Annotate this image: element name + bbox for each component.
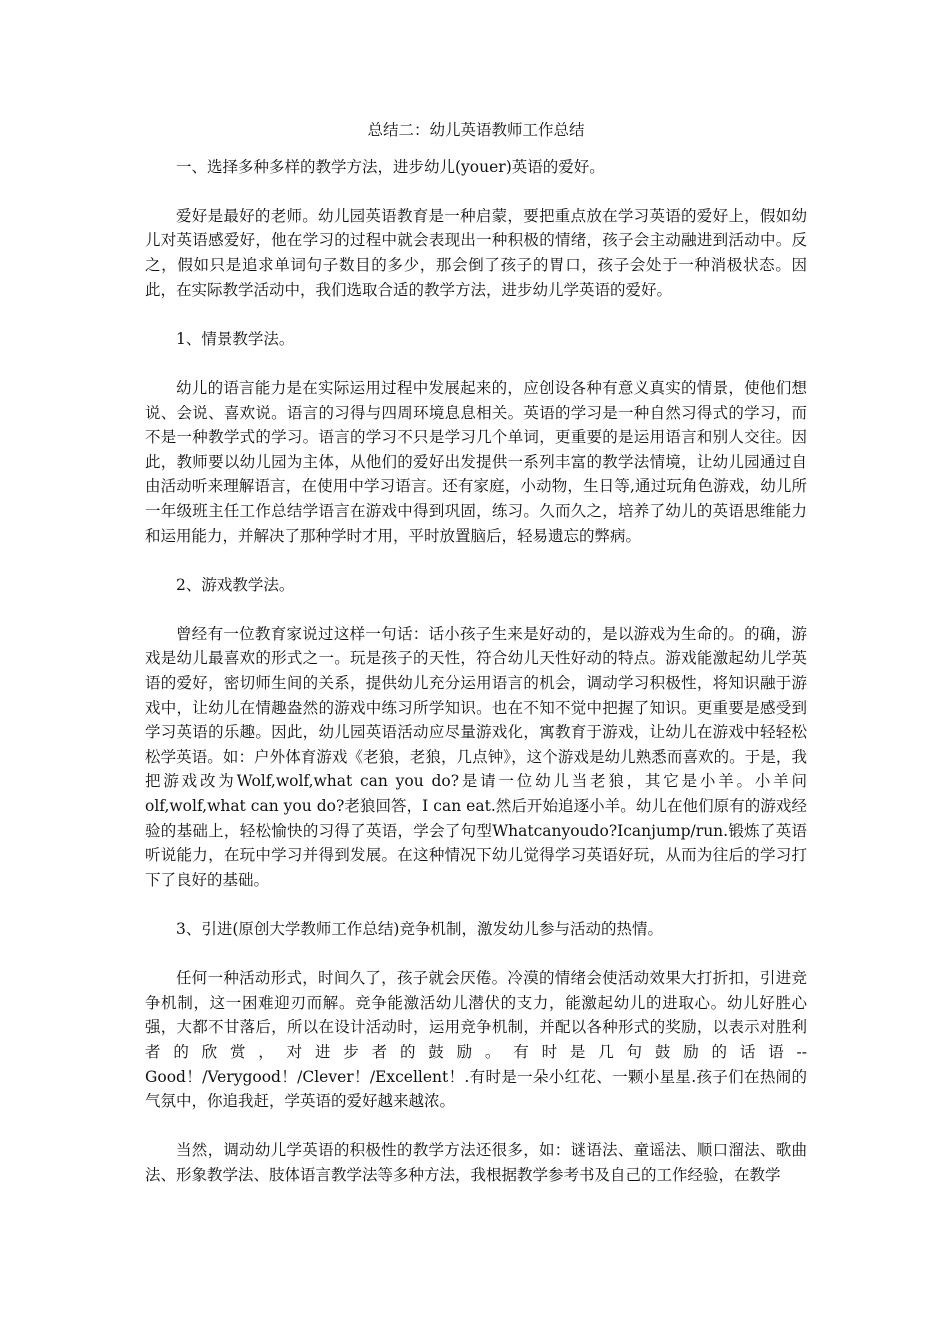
section-heading-1: 一、选择多种多样的教学方法，进步幼儿(youer)英语的爱好。 <box>176 157 605 176</box>
section-heading-game: 2、游戏教学法。 <box>176 575 295 594</box>
section-heading-situational: 1、情景教学法。 <box>176 329 295 348</box>
section-heading-competition: 3、引进(原创大学教师工作总结)竞争机制，激发幼儿参与活动的热情。 <box>176 920 663 938</box>
document-page <box>145 118 807 1212</box>
paragraph-competition: 任何一种活动形式，时间久了，孩子就会厌倦。冷漠的情绪会使活动效果大打折扣，引进竞争机制，这一困难迎刃而解。竞争能激活幼儿潜伏的支力，能激起幼儿的进取心。幼儿好胜心强，大都不甘落后，所以在设计活动时，运用竞争机制，并配以各种形式的奖励，以表示对胜利者的欣赏，对进步者的鼓励。有时是几句鼓励的话语--Good！/Verygood！/Clever！/Excellent！.有时是一朵小红花、一颗小星星.孩子们在热闹的气氛中，你追我赶，学英语的爱好越来越浓。 <box>145 969 807 1111</box>
paragraph-interest: 爱好是最好的老师。幼儿园英语教育是一种启蒙，要把重点放在学习英语的爱好上，假如幼儿对英语感爱好，他在学习的过程中就会表现出一种积极的情绪，孩子会主动融进到活动中。反之，假如只是追求单词句子数目的多少，那会倒了孩子的胃口，孩子会处于一种消极状态。因此，在实际教学活动中，我们选取合适的教学方法，进步幼儿学英语的爱好。 <box>145 206 807 299</box>
paragraph-situational: 幼儿的语言能力是在实际运用过程中发展起来的，应创设各种有意义真实的情景，使他们想说、会说、喜欢说。语言的习得与四周环境息息相关。英语的学习是一种自然习得式的学习，而不是一种教学式的学习。语言的学习不只是学习几个单词，更重要的是运用语言和别人交往。因此，教师要以幼儿园为主体，从他们的爱好出发提供一系列丰富的教学法情境，让幼儿园通过自由活动听来理解语言，在使用中学习语言。还有家庭，小动物，生日等,通过玩角色游戏，幼儿所一年级班主任工作总结学语言在游戏中得到巩固，练习。久而久之，培养了幼儿的英语思维能力和运用能力，并解决了那种学时才用，平时放置脑后，轻易遗忘的弊病。 <box>145 378 807 545</box>
paragraph-game: 曾经有一位教育家说过这样一句话：话小孩子生来是好动的，是以游戏为生命的。的确，游戏是幼儿最喜欢的形式之一。玩是孩子的天性，符合幼儿天性好动的特点。游戏能激起幼儿学英语的爱好，密切师生间的关系，提供幼儿充分运用语言的机会，调动学习积极性，将知识融于游戏中，让幼儿在情趣盎然的游戏中练习所学知识。也在不知不觉中把握了知识。更重要是感受到学习英语的乐趣。因此，幼儿园英语活动应尽量游戏化，寓教育于游戏，让幼儿在游戏中轻轻松松学英语。如：户外体育游戏《老狼，老狼，几点钟》，这个游戏是幼儿熟悉而喜欢的。于是，我把游戏改为Wolf,wolf,what can you do?是请一位幼儿当老狼，其它是小羊。小羊问 olf,wolf,what can you do?老狼回答，I can eat.然后开始追逐小羊。幼儿在他们原有的游戏经验的基础上，轻松愉快的习得了英语，学会了句型Whatcanyoudo?Icanjump/run.锻炼了英语听说能力，在玩中学习并得到发展。在这种情况下幼儿觉得学习英语好玩，从而为往后的学习打下了良好的基础。 <box>145 624 807 889</box>
paragraph-other-methods: 当然，调动幼儿学英语的积极性的教学方法还很多，如：谜语法、童谣法、顺口溜法、歌曲法、形象教学法、肢体语言教学法等多种方法，我根据教学参考书及自己的工作经验，在教学 <box>145 1141 807 1184</box>
document-title: 总结二：幼儿英语教师工作总结 <box>367 121 585 139</box>
